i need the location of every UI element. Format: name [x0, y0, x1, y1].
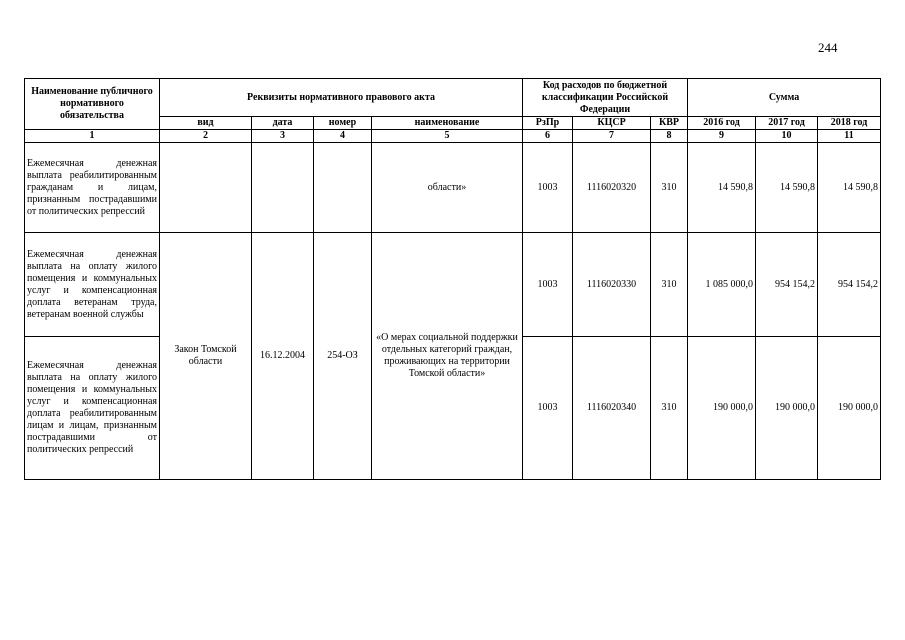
header-budget-code: Код расходов по бюджетной классификации Российской Федерации	[523, 79, 688, 117]
kcsr-value: 1116020330	[573, 233, 651, 337]
sum-2018: 14 590,8	[818, 143, 881, 233]
header-date: дата	[252, 117, 314, 130]
column-number: 5	[372, 130, 523, 143]
sum-2017: 954 154,2	[756, 233, 818, 337]
page-number: 244	[818, 40, 838, 55]
kcsr-value: 1116020340	[573, 337, 651, 480]
kvr-value: 310	[651, 233, 688, 337]
sum-2018: 954 154,2	[818, 233, 881, 337]
header-act-name: наименование	[372, 117, 523, 130]
column-number: 4	[314, 130, 372, 143]
column-number: 2	[160, 130, 252, 143]
sum-2017: 190 000,0	[756, 337, 818, 480]
sum-2016: 14 590,8	[688, 143, 756, 233]
column-numbers-row	[25, 130, 881, 143]
header-type: вид	[160, 117, 252, 130]
act-date-cell	[252, 143, 314, 233]
column-number: 11	[818, 130, 881, 143]
kvr-value: 310	[651, 337, 688, 480]
act-number: 254-ОЗ	[314, 233, 372, 480]
table-row	[25, 233, 881, 337]
act-name: «О мерах социальной поддержки отдельных категорий граждан, проживающих на территории Томской области»	[372, 233, 523, 480]
sum-2016: 1 085 000,0	[688, 233, 756, 337]
act-type-cell	[160, 143, 252, 233]
rzpr-value: 1003	[523, 143, 573, 233]
rzpr-value: 1003	[523, 337, 573, 480]
header-row	[25, 79, 881, 117]
header-rzpr: РзПр	[523, 117, 573, 130]
header-kcsr: КЦСР	[573, 117, 651, 130]
header-2016: 2016 год	[688, 117, 756, 130]
sum-2016: 190 000,0	[688, 337, 756, 480]
act-number-cell	[314, 143, 372, 233]
obligation-name: Ежемесячная денежная выплата реабилитированным гражданам и лицам, признанным пострадавшими от политических репрессий	[25, 143, 160, 233]
sum-2017: 14 590,8	[756, 143, 818, 233]
act-name-continuation: области»	[372, 143, 523, 233]
column-number: 6	[523, 130, 573, 143]
header-2018: 2018 год	[818, 117, 881, 130]
header-obligation-name: Наименование публичного нормативного обязательства	[25, 79, 160, 130]
column-number: 7	[573, 130, 651, 143]
header-act-requisites: Реквизиты нормативного правового акта	[160, 79, 523, 117]
column-number: 1	[25, 130, 160, 143]
obligation-name: Ежемесячная денежная выплата на оплату жилого помещения и коммунальных услуг и компенсационная доплата ветеранам труда, ветеранам военной службы	[25, 233, 160, 337]
column-number: 10	[756, 130, 818, 143]
column-number: 8	[651, 130, 688, 143]
table-row	[25, 143, 881, 233]
header-number: номер	[314, 117, 372, 130]
kcsr-value: 1116020320	[573, 143, 651, 233]
kvr-value: 310	[651, 143, 688, 233]
header-2017: 2017 год	[756, 117, 818, 130]
column-number: 9	[688, 130, 756, 143]
column-number: 3	[252, 130, 314, 143]
sum-2018: 190 000,0	[818, 337, 881, 480]
rzpr-value: 1003	[523, 233, 573, 337]
act-type: Закон Томской области	[160, 233, 252, 480]
header-sum: Сумма	[688, 79, 881, 117]
act-date: 16.12.2004	[252, 233, 314, 480]
obligations-table	[24, 78, 881, 480]
header-kvr: КВР	[651, 117, 688, 130]
obligation-name: Ежемесячная денежная выплата на оплату жилого помещения и коммунальных услуг и компенсационная доплата реабилитированным лицам и лицам, признанным пострадавшими от политических репрессий	[25, 337, 160, 480]
